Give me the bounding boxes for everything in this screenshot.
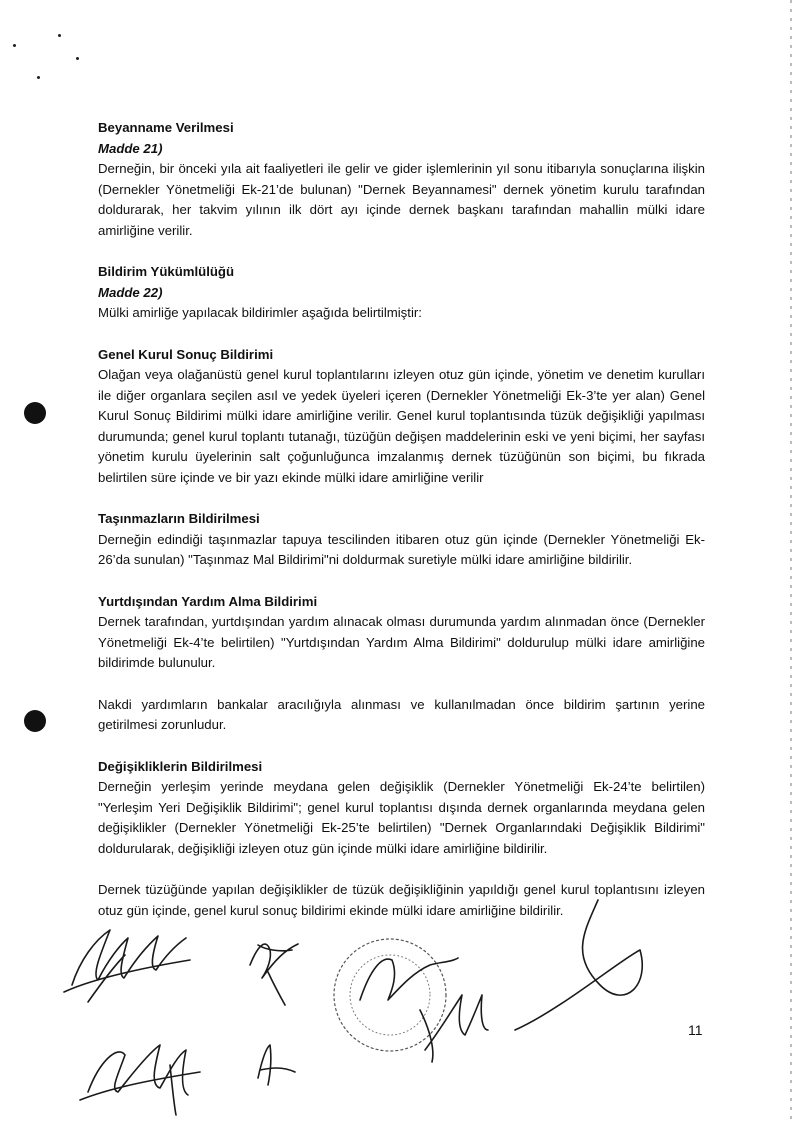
section-heading: Bildirim Yükümlülüğü (98, 264, 235, 279)
article-number: Madde 21) (98, 140, 163, 156)
section-heading: Yurtdışından Yardım Alma Bildirimi (98, 593, 318, 609)
handwritten-signature (258, 1045, 295, 1085)
handwritten-signature (80, 1045, 200, 1115)
section-heading: Değişikliklerin Bildirilmesi (98, 758, 263, 774)
paragraph: Dernek tüzüğünde yapılan değişiklikler de tüzük değişikliğinin yapıldığı genel kurul toplantısını izleyen otuz gün içinde, genel kurul sonuç bildirimi ekinde mülki idare amirliğine bildirilir. (98, 882, 705, 918)
paragraph: Mülki amirliğe yapılacak bildirimler aşağıda belirtilmiştir: (98, 305, 422, 320)
paragraph: Derneğin edindiği taşınmazlar tapuya tescilinden itibaren otuz gün içinde (Dernekler Yönetmeliği Ek-26’da sunulan) "Taşınmaz Mal Bildirimi"ni doldurmak suretiyle mülki idare amirliğine bildirilir. (98, 531, 705, 567)
section-heading: Genel Kurul Sonuç Bildirimi (98, 346, 274, 362)
section-heading: Beyanname Verilmesi (98, 120, 234, 135)
paragraph: Dernek tarafından, yurtdışından yardım alınacak olması durumunda yardım alınmadan önce (Dernekler Yönetmeliği Ek-4’te belirtilen) "Yurtdışından Yardım Alma Bildirimi" doldurulup mülki idare amirliğine bildirimde bulunulur. (98, 614, 705, 670)
handwritten-signature (64, 930, 190, 992)
handwritten-signature (250, 944, 298, 1005)
article-number: Madde 22) (98, 284, 163, 300)
paragraph: Derneğin, bir önceki yıla ait faaliyetleri ile gelir ve gider işlemlerinin yıl sonu itibarıyla sonuçlarına ilişkin (Dernekler Yönetmeliği Ek-21’de bulunan) "Dernek Beyannamesi" dernek yönetim kurulu tarafından doldurarak, her takvim yılının ilk dört ayı içinde dernek başkanı tarafından mahallin mülki idare amirliğine verilir. (98, 161, 705, 238)
paragraph: Olağan veya olağanüstü genel kurul toplantılarını izleyen otuz gün içinde, yönetim ve denetim kurulları ile diğer organlara seçilen asıl ve yedek üyeleri içeren (Dernekler Yönetmeliği Ek-3’te yer alan) Genel Kurul Sonuç Bildirimi mülki idare amirliğine verilir. Genel kurul toplantısında tüzük değişikliği yapılması durumunda; genel kurul toplantı tutanağı, tüzüğün değişen maddelerinin eski ve yeni biçimi, her sayfası yönetim kurulu üyelerinin salt çoğunluğunca imzalanmış dernek tüzüğünün son biçimi, bu fıkrada belirtilen süre içinde ve bir yazı ekinde mülki idare amirliğine verilir (98, 367, 705, 485)
paragraph: Nakdi yardımların bankalar aracılığıyla alınması ve kullanılmadan önce bildirim şartının yerine getirilmesi zorunludur. (98, 696, 705, 732)
section-heading: Taşınmazların Bildirilmesi (98, 511, 260, 526)
pen-stroke (515, 900, 642, 1030)
paragraph: Derneğin yerleşim yerinde meydana gelen değişiklik (Dernekler Yönetmeliği Ek-24’te belirtilen) "Yerleşim Yeri Değişiklik Bildirimi"; genel kurul toplantısı dışında dernek organlarında meydana gelen değişiklikler (Dernekler Yönetmeliği Ek-25’te belirtilen) "Dernek Organlarındaki Değişiklik Bildirimi" doldurularak, değişikliği izleyen otuz gün içinde mülki idare amirliğine bildirilir. (98, 779, 705, 856)
page-number: 11 (688, 1022, 703, 1038)
